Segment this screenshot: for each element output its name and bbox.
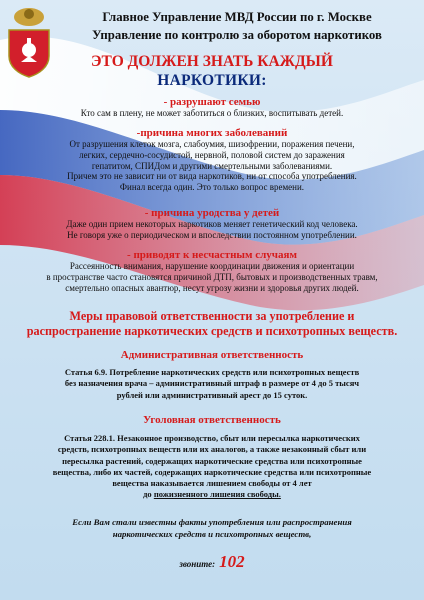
admin-line: без назначения врача – административный штраф в размере от 4 до 5 тысяч xyxy=(64,378,360,389)
org-line-2: Управление по контролю за оборотом наркотиков xyxy=(92,28,382,42)
section-text-line: легких, сердечно-сосудистой, нервной, половой систем до заражения xyxy=(79,149,345,160)
footer-line: Если Вам стали известны факты употребления или распространения xyxy=(72,517,352,527)
section-heading: - разрушают семью xyxy=(163,96,261,108)
page-subtitle: НАРКОТИКИ: xyxy=(157,72,267,89)
section-text-line: гепатитом, СПИДом и другими смертельными заболеваниями. xyxy=(91,160,333,171)
section-heading: - приводят к несчастным случаям xyxy=(127,249,297,261)
call-label: звоните: xyxy=(179,559,216,569)
section-heading: -причина многих заболеваний xyxy=(136,127,288,139)
criminal-last-prefix: до xyxy=(143,489,154,500)
section-text-line: Финал всегда один. Это только вопрос времени. xyxy=(119,182,305,193)
footer-notice xyxy=(0,517,424,540)
criminal-line: средств, психотропных веществ или их аналогов, а также незаконный сбыт или xyxy=(57,444,367,455)
section-text-line: Кто сам в плену, не может заботиться о близких, воспитывать детей. xyxy=(80,108,344,118)
admin-line: рублей или административный арест до 15 суток. xyxy=(116,389,308,400)
section-birth-defects xyxy=(0,207,424,241)
admin-section xyxy=(0,349,424,361)
measures-line: Меры правовой ответственности за употребление и xyxy=(69,309,355,323)
criminal-heading: Уголовная ответственность xyxy=(143,414,281,426)
footer-line: наркотических средств и психотропных веществ, xyxy=(112,528,312,539)
criminal-line: Статья 228.1. Незаконное производство, сбыт или пересылка наркотических xyxy=(64,433,360,443)
admin-body xyxy=(0,367,424,401)
measures-heading xyxy=(0,309,424,339)
section-heading: - причина уродства у детей xyxy=(144,207,280,219)
admin-heading: Административная ответственность xyxy=(120,349,304,361)
section-text-line: смертельно опасных авантюр, несут угрозу жизни и здоровья других людей. xyxy=(65,282,359,293)
measures-line: распространение наркотических средств и психотропных веществ. xyxy=(26,324,398,338)
section-family xyxy=(0,96,424,119)
section-diseases xyxy=(0,127,424,193)
criminal-section xyxy=(0,414,424,426)
section-text-line: Даже один прием некоторых наркотиков меняет генетический код человека. xyxy=(66,219,358,229)
footer-call xyxy=(0,552,424,572)
criminal-body xyxy=(0,433,424,501)
phone-number: 102 xyxy=(219,552,245,571)
section-text-line: Причем это не зависит ни от вида наркотиков, ни от способа употребления. xyxy=(67,171,357,182)
page-title: ЭТО ДОЛЖЕН ЗНАТЬ КАЖДЫЙ xyxy=(91,53,333,70)
org-line-1: Главное Управление МВД России по г. Москве xyxy=(102,10,372,24)
criminal-line: вещества, либо их частей, содержащих наркотические средства или психотропные xyxy=(52,466,372,477)
criminal-line xyxy=(0,489,424,500)
section-text-line: Рассеянность внимания, нарушение координации движения и ориентации xyxy=(69,261,355,271)
admin-line: Статья 6.9. Потребление наркотических средств или психотропных веществ xyxy=(64,367,360,377)
section-text-line: Не говоря уже о периодическом и впоследствии постоянном употреблении. xyxy=(67,229,357,240)
section-text-line: в пространстве часто становятся причиной ДТП, бытовых и производственных травм, xyxy=(46,271,378,282)
criminal-last-underlined: пожизненного лишения свободы. xyxy=(153,489,281,500)
criminal-line: вещества наказывается лишением свободы от 4 лет xyxy=(112,478,312,489)
section-text-line: От разрушения клеток мозга, слабоумия, шизофрении, поражения печени, xyxy=(69,139,355,149)
section-accidents xyxy=(0,249,424,293)
criminal-line: пересылка растений, содержащих наркотические средства или психотропные xyxy=(62,455,362,466)
